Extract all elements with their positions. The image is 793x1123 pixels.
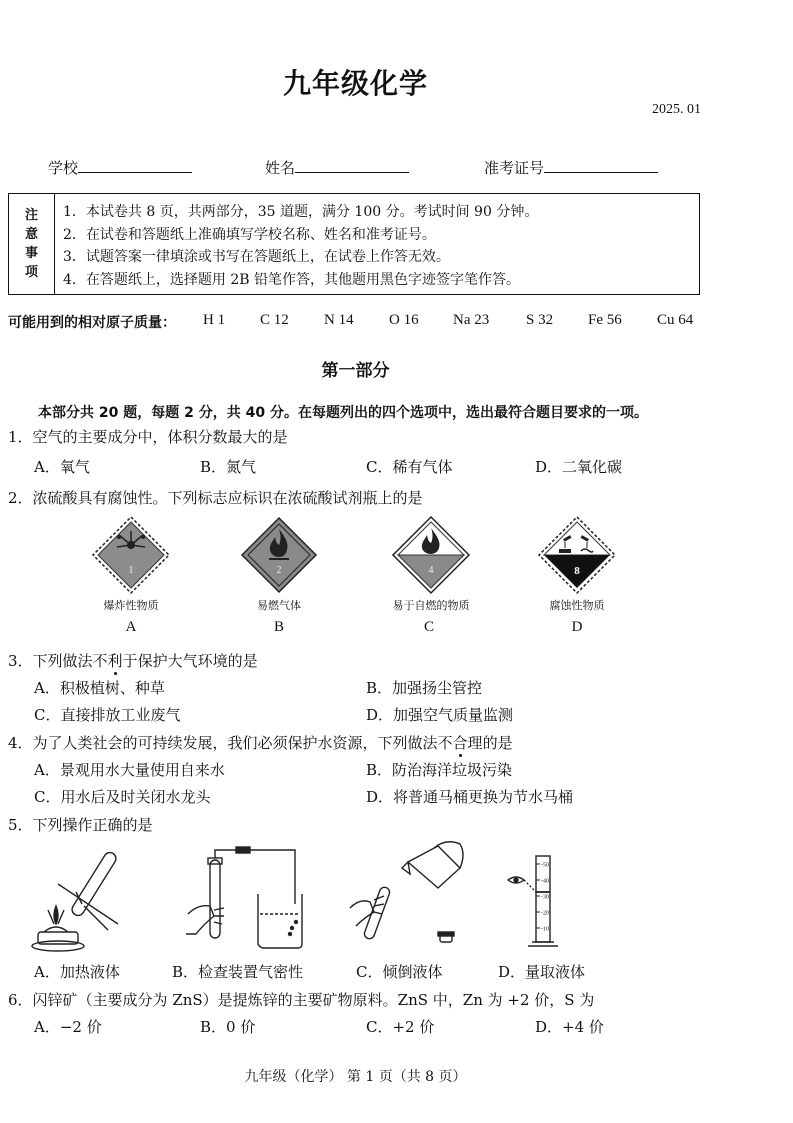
sign-number: 2 bbox=[276, 565, 282, 576]
question-4-option-b[interactable]: B．防治海洋垃圾污染 bbox=[366, 761, 513, 779]
exam-title: 九年级化学 bbox=[282, 67, 428, 100]
emphasis-text: 不合理 bbox=[437, 734, 483, 752]
question-3-stem: 3．下列做法不利于保护大气环境的是 bbox=[8, 652, 258, 670]
atomic-mass: Fe 56 bbox=[588, 312, 622, 328]
notice-box bbox=[8, 193, 700, 295]
flammable-gas-sign[interactable] bbox=[239, 515, 319, 595]
sign-caption: 易于自燃的物质 bbox=[392, 599, 470, 612]
cylinder-tick-label: -20 bbox=[541, 910, 549, 917]
question-1-option-a[interactable]: A．氧气 bbox=[34, 458, 90, 476]
atomic-masses bbox=[8, 312, 708, 332]
exam-id-blank[interactable] bbox=[544, 156, 658, 173]
school-field bbox=[48, 156, 192, 178]
question-5-option-b[interactable]: B．检查装置气密性 bbox=[172, 963, 304, 981]
sign-letter: B bbox=[273, 619, 284, 635]
question-1-stem: 1．空气的主要成分中，体积分数最大的是 bbox=[8, 428, 288, 446]
corrosive-hazard-sign[interactable] bbox=[537, 515, 617, 595]
notice-items bbox=[63, 201, 538, 291]
atomic-masses-label: 可能用到的相对原子质量： bbox=[8, 315, 176, 331]
question-3-option-d[interactable]: D．加强空气质量监测 bbox=[366, 706, 514, 724]
sign-number: 1 bbox=[128, 565, 134, 576]
sign-letter: C bbox=[423, 619, 434, 635]
question-5-option-d[interactable]: D．量取液体 bbox=[498, 963, 586, 981]
atomic-mass: Cu 64 bbox=[657, 312, 694, 328]
notice-item: 1．本试卷共 8 页，共两部分，35 道题，满分 100 分。考试时间 90 分钟。 bbox=[63, 204, 539, 220]
question-1-option-b[interactable]: B．氮气 bbox=[200, 458, 257, 476]
cylinder-tick-label: -40 bbox=[541, 878, 549, 885]
sign-caption: 爆炸性物质 bbox=[103, 599, 159, 612]
sign-letter: D bbox=[571, 619, 583, 635]
exam-date: 2025. 01 bbox=[652, 102, 701, 117]
question-6-option-b[interactable]: B．0 价 bbox=[200, 1018, 256, 1036]
question-6-stem: 6．闪锌矿（主要成分为 ZnS）是提炼锌的主要矿物原料。ZnS 中，Zn 为 +2 价，S 为 bbox=[8, 991, 595, 1009]
section-title: 第一部分 bbox=[321, 361, 390, 381]
explosive-hazard-sign[interactable] bbox=[91, 515, 171, 595]
sign-letter: A bbox=[125, 619, 137, 635]
cylinder-tick-label: -30 bbox=[541, 894, 549, 901]
notice-item: 3．试题答案一律填涂或书写在答题纸上，在试卷上作答无效。 bbox=[63, 249, 450, 265]
question-1-option-c[interactable]: C．稀有气体 bbox=[366, 458, 453, 476]
pouring-liquid-illustration[interactable] bbox=[348, 838, 473, 953]
question-4-stem: 4．为了人类社会的可持续发展，我们必须保护水资源，下列做法不合理的是 bbox=[8, 734, 513, 752]
name-blank[interactable] bbox=[295, 156, 409, 173]
atomic-mass: S 32 bbox=[526, 312, 554, 328]
cylinder-tick-label: -50 bbox=[541, 862, 549, 869]
question-6-option-c[interactable]: C．+2 价 bbox=[366, 1018, 435, 1036]
heating-liquid-illustration[interactable] bbox=[28, 844, 138, 954]
exam-id-label: 准考证号 bbox=[484, 159, 545, 177]
question-5-option-a[interactable]: A．加热液体 bbox=[34, 963, 120, 981]
question-4-option-a[interactable]: A．景观用水大量使用自来水 bbox=[34, 761, 225, 779]
sign-caption: 易燃气体 bbox=[257, 599, 301, 612]
atomic-mass: C 12 bbox=[260, 312, 289, 328]
atomic-mass: Na 23 bbox=[453, 312, 490, 328]
cylinder-tick-label: -10 bbox=[541, 926, 549, 933]
question-5-stem: 5．下列操作正确的是 bbox=[8, 816, 153, 834]
school-blank[interactable] bbox=[78, 156, 192, 173]
name-label: 姓名 bbox=[265, 159, 296, 177]
question-3-option-c[interactable]: C．直接排放工业废气 bbox=[34, 706, 181, 724]
emphasis-text: 不利于 bbox=[92, 652, 138, 670]
measuring-cylinder-illustration[interactable] bbox=[502, 850, 572, 954]
atomic-mass: N 14 bbox=[324, 312, 354, 328]
question-6-option-d[interactable]: D．+4 价 bbox=[535, 1018, 604, 1036]
notice-item: 2．在试卷和答题纸上准确填写学校名称、姓名和准考证号。 bbox=[63, 226, 436, 243]
notice-heading: 注 意 事 项 bbox=[9, 194, 55, 294]
name-field bbox=[265, 156, 409, 178]
air-tightness-illustration[interactable] bbox=[180, 844, 320, 954]
question-2-stem: 2．浓硫酸具有腐蚀性。下列标志应标识在浓硫酸试剂瓶上的是 bbox=[8, 489, 423, 507]
notice-item: 4．在答题纸上，选择题用 2B 铅笔作答，其他题用黑色字迹签字笔作答。 bbox=[63, 271, 521, 288]
exam-id-field bbox=[484, 156, 658, 178]
question-3-option-b[interactable]: B．加强扬尘管控 bbox=[366, 679, 483, 697]
question-1-option-d[interactable]: D．二氧化碳 bbox=[535, 458, 623, 476]
school-label: 学校 bbox=[48, 159, 79, 177]
question-4-option-d[interactable]: D．将普通马桶更换为节水马桶 bbox=[366, 788, 574, 806]
page-footer: 九年级（化学） 第 1 页（共 8 页） bbox=[244, 1069, 467, 1085]
section-instructions: 本部分共 20 题，每题 2 分，共 40 分。在每题列出的四个选项中，选出最符合题目要求的一项。 bbox=[38, 405, 648, 421]
sign-number: 8 bbox=[574, 565, 580, 577]
question-6-option-a[interactable]: A．−2 价 bbox=[34, 1018, 102, 1036]
atomic-mass: H 1 bbox=[203, 312, 226, 328]
question-4-option-c[interactable]: C．用水后及时关闭水龙头 bbox=[34, 788, 211, 806]
sign-caption: 腐蚀性物质 bbox=[549, 599, 605, 612]
sign-number: 4 bbox=[428, 565, 434, 576]
spontaneous-combustion-sign[interactable] bbox=[391, 515, 471, 595]
question-3-option-a[interactable]: A．积极植树、种草 bbox=[34, 679, 165, 697]
question-5-option-c[interactable]: C．倾倒液体 bbox=[356, 963, 443, 981]
atomic-mass: O 16 bbox=[389, 312, 419, 328]
cylinder-ticks bbox=[536, 863, 549, 933]
